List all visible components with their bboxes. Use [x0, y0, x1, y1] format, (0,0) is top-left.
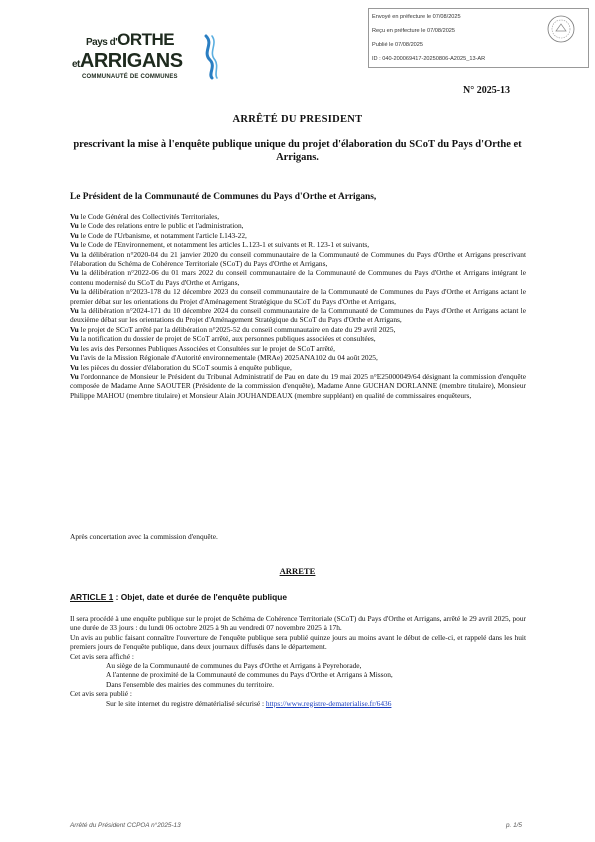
article-title: : Objet, date et durée de l'enquête publique: [113, 592, 287, 602]
body-paragraph: Il sera procédé à une enquête publique sur le projet de Schéma de Cohérence Territoriale (SCoT) du Pays d'Orthe et Arrigans, arrêté le 29 avril 2025, pour une durée de 33 jours : du lundi 06 octobre 2025 à 9h au vendredi 07 novembre 2025 à 17h.: [70, 614, 526, 633]
vu-text: la délibération n°2024-171 du 10 décembre 2024 du conseil communautaire de la Communauté de Communes du Pays d'Orthe et Arrigans actant le deuxième débat sur les orientations du Projet d'Aménagement Stratégique du SCoT du Pays d'Orthe et Arrigans,: [70, 306, 526, 325]
vu-item: [70, 250, 526, 269]
logo-line1-main: ORTHE: [117, 30, 175, 49]
vu-label: Vu: [70, 334, 79, 344]
vu-item: [70, 363, 526, 372]
body-publie-text: Sur le site internet du registre dématérialisé sécurisé :: [106, 698, 265, 708]
stamp-envoye: Envoyé en préfecture le 07/08/2025: [372, 14, 461, 20]
concertation-line: Après concertation avec la commission d'enquête.: [70, 532, 218, 541]
footer-reference: Arrêté du Président CCPOA n°2025-13: [70, 822, 181, 829]
logo-line2-prefix: et: [72, 59, 80, 70]
logo-line2-main: ARRIGANS: [79, 50, 183, 72]
vu-label: Vu: [70, 353, 79, 363]
stamp-id: ID : 040-200069417-20250806-A2025_13-AR: [372, 56, 486, 62]
vu-text: la notification du dossier de projet de SCoT arrêté, aux personnes publiques associées et consultées,: [80, 334, 376, 344]
body-list-item: A l'antenne de proximité de la Communauté de communes du Pays d'Orthe et Arrigans à Misson,: [106, 670, 393, 680]
vu-item: [70, 372, 526, 400]
prefecture-stamp: [368, 8, 589, 68]
vu-item: [70, 306, 526, 325]
registre-link[interactable]: https://www.registre-dematerialise.fr/6436: [265, 698, 392, 708]
vu-item: [70, 353, 526, 362]
vu-text: le Code Général des Collectivités Territoriales,: [80, 212, 220, 221]
vu-item: [70, 240, 526, 249]
vu-label: Vu: [70, 287, 79, 297]
logo-line3: COMMUNAUTÉ DE COMMUNES: [82, 74, 178, 80]
vu-list: [70, 212, 526, 400]
vu-text: l'avis de la Mission Régionale d'Autorité environnementale (MRAe) 2025ANA102 du 04 août 2025,: [80, 353, 378, 363]
vu-text: la délibération n°2020-04 du 21 janvier 2020 du conseil communautaire de la Communauté de Communes du Pays d'Orthe et Arrigans prescrivant l'élaboration du Schéma de Cohérence Territoriale (SCoT) du Pays d'Orthe et Arrigans,: [70, 249, 526, 269]
vu-label: Vu: [70, 249, 79, 259]
vu-item: [70, 325, 526, 334]
seal-icon: [546, 14, 576, 44]
organization-logo: [72, 30, 212, 88]
vu-item: [70, 268, 526, 287]
vu-label: Vu: [70, 343, 79, 353]
vu-text: la délibération n°2023-178 du 12 décembre 2023 du conseil communautaire de la Communauté de Communes du Pays d'Orthe et Arrigans actant le premier débat sur les orientations du Projet d'Aménagement Stratégique du SCoT du Pays d'Orthe et Arrigans,: [70, 287, 526, 306]
vu-label: Vu: [70, 306, 79, 316]
body-line: Cet avis sera affiché :: [70, 651, 134, 661]
vu-item: [70, 221, 526, 230]
stamp-publie: Publié le 07/08/2025: [372, 42, 424, 48]
body-list-item: Au siège de la Communauté de communes du Pays d'Orthe et Arrigans à Peyrehorade,: [106, 661, 362, 671]
vu-item: [70, 344, 526, 353]
vu-label: Vu: [70, 221, 79, 231]
vu-item: [70, 334, 526, 343]
arrete-heading: ARRETE: [279, 566, 316, 576]
article-1-body: [70, 614, 526, 708]
vu-text: les pièces du dossier d'élaboration du SCoT soumis à enquête publique,: [80, 362, 292, 372]
vu-text: la délibération n°2022-06 du 01 mars 2022 du conseil communautaire de la Communauté de Communes du Pays d'Orthe et Arrigans intégrant le contenu modernisé du SCoT du Pays d'Orthe et Arrigans,: [70, 268, 526, 287]
decree-number: N° 2025-13: [463, 85, 511, 96]
vu-text: le Code des relations entre le public et l'administration,: [80, 221, 244, 231]
page-number: p. 1/5: [506, 822, 522, 829]
vu-label: Vu: [70, 230, 79, 240]
logo-line1-prefix: Pays d': [86, 37, 118, 48]
body-line: Cet avis sera publié :: [70, 689, 132, 699]
vu-text: les avis des Personnes Publiques Associées et Consultées sur le projet de SCoT arrêté,: [80, 343, 336, 353]
document-subtitle: prescrivant la mise à l'enquête publique unique du projet d'élaboration du SCoT du Pays d'Orthe et Arrigans.: [73, 139, 522, 163]
vu-text: le Code de l'Environnement, et notamment les articles L.123-1 et suivants et R. 123-1 et suivants,: [80, 240, 370, 250]
vu-text: le Code de l'Urbanisme, et notamment l'article L143-22,: [80, 230, 247, 240]
vu-text: le projet de SCoT arrêté par la délibération n°2025-52 du conseil communautaire en date du 29 avril 2025,: [80, 324, 396, 334]
logo-wave-icon: [200, 34, 220, 80]
body-paragraph: Un avis au public faisant connaître l'ouverture de l'enquête publique sera publié quinze jours au moins avant le début de celle-ci, et rappelé dans les huit premiers jours de l'enquête publique, dans deux journaux diffusés dans le département.: [70, 632, 526, 652]
vu-label: Vu: [70, 240, 79, 250]
vu-label: Vu: [70, 324, 79, 334]
vu-item: [70, 287, 526, 306]
body-list-item: Dans l'ensemble des mairies des communes du territoire.: [106, 679, 274, 689]
document-title: ARRÊTÉ DU PRESIDENT: [232, 114, 363, 125]
body-list-item: [70, 699, 526, 708]
president-line: Le Président de la Communauté de Communes du Pays d'Orthe et Arrigans,: [70, 192, 377, 202]
vu-label: Vu: [70, 371, 79, 381]
vu-label: Vu: [70, 268, 79, 278]
article-1-heading: [70, 592, 287, 602]
vu-label: Vu: [70, 362, 79, 372]
stamp-recu: Reçu en préfecture le 07/08/2025: [372, 28, 456, 34]
vu-text: l'ordonnance de Monsieur le Président du Tribunal Administratif de Pau en date du 19 mai 2025 n°E25000049/64 désignant la commission d'enquête composée de Madame Anne SAOUTER (Présidente de la commission d'enquête), Madame Anne GUCHAN DORLANNE (membre titulaire), Monsieur Philippe MAHOU (membre titulaire) et Monsieur Alain JOUHANDEAUX (membre suppléant) en qualité de commissaires enquêteurs,: [70, 371, 526, 400]
vu-label: Vu: [70, 212, 79, 221]
vu-item: [70, 231, 526, 240]
vu-item: [70, 212, 526, 221]
article-label: ARTICLE 1: [70, 592, 114, 602]
